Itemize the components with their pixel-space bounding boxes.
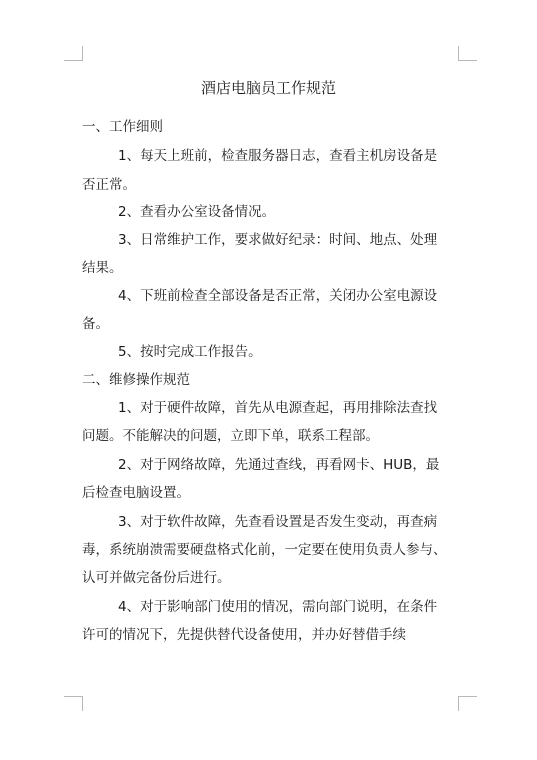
rule-4-line-1: 4、下班前检查全部设备是否正常，关闭办公室电源设 [118,288,438,304]
crop-mark-bottom-right [458,696,477,711]
repair-3-line-2: 毒，系统崩溃需要硬盘格式化前，一定要在使用负责人参与、 [82,542,447,558]
repair-2-line-2: 后检查电脑设置。 [82,485,190,501]
repair-4-line-1: 4、对于影响部门使用的情况，需向部门说明，在条件 [118,599,438,615]
section-heading-work-rules: 一、工作细则 [82,119,163,135]
crop-mark-top-right [458,46,477,61]
repair-3-line-3: 认可并做完备份后进行。 [82,570,231,586]
repair-1-line-1: 1、对于硬件故障，首先从电源查起，再用排除法查找 [118,400,438,416]
repair-4-line-2: 许可的情况下，先提供替代设备使用，并办好替借手续 [82,627,406,643]
section-heading-repair-rules: 二、维修操作规范 [82,372,190,388]
crop-mark-bottom-left [64,696,83,711]
rule-2-line-1: 2、查看办公室设备情况。 [118,204,276,220]
repair-3-line-1: 3、对于软件故障，先查看设置是否发生变动，再查病 [118,514,438,530]
repair-2-line-1: 2、对于网络故障，先通过查线，再看网卡、HUB，最 [118,457,440,473]
rule-3-line-1: 3、日常维护工作，要求做好纪录：时间、地点、处理 [118,232,438,248]
rule-1-line-1: 1、每天上班前，检查服务器日志，查看主机房设备是 [118,148,438,164]
rule-5-line-1: 5、按时完成工作报告。 [118,344,262,360]
rule-1-line-2: 否正常。 [82,177,136,193]
document-title: 酒店电脑员工作规范 [200,79,336,97]
repair-1-line-2: 问题。不能解决的问题，立即下单，联系工程部。 [82,428,379,444]
rule-4-line-2: 备。 [82,316,109,332]
rule-3-line-2: 结果。 [82,260,123,276]
crop-mark-top-left [64,46,83,61]
